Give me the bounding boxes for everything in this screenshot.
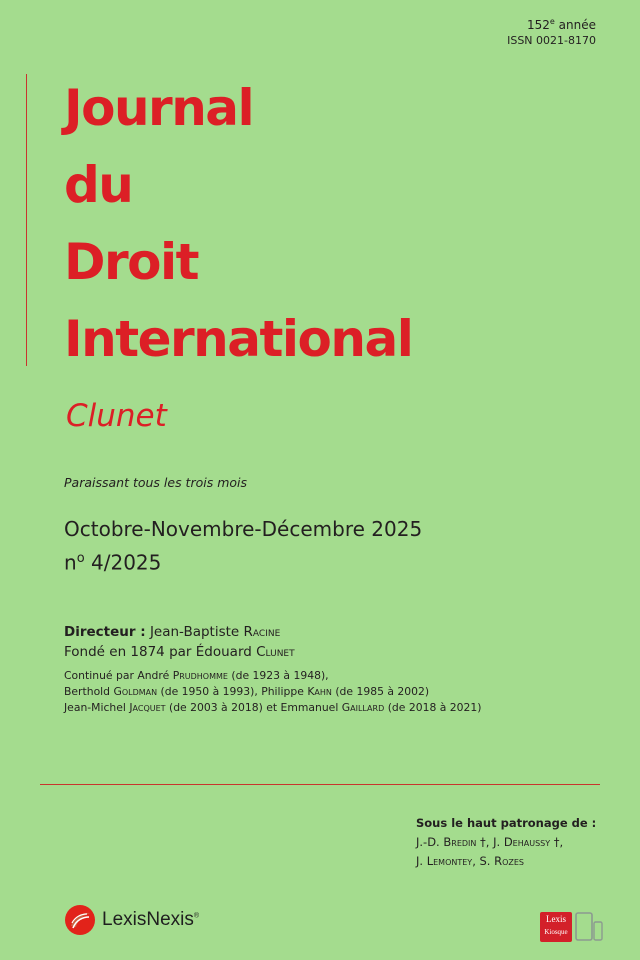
title-line-2: du bbox=[64, 156, 133, 214]
former-directors bbox=[64, 668, 482, 716]
publisher-name: LexisNexis® bbox=[102, 909, 200, 930]
tablet-phone-icon bbox=[574, 910, 604, 942]
journal-subtitle: Clunet bbox=[66, 398, 167, 434]
vertical-rule bbox=[26, 74, 27, 366]
former-director-line: Continué par André Prudhomme (de 1923 à 1948), bbox=[64, 669, 329, 682]
director-line: Directeur : Jean-Baptiste Racine bbox=[64, 624, 281, 640]
patronage-line: J.-D. Bredin †, J. Dehaussy †, bbox=[416, 835, 564, 849]
issn: ISSN 0021-8170 bbox=[507, 34, 596, 47]
kiosque-logo: Lexis Kiosque bbox=[540, 912, 572, 942]
periodicity: Paraissant tous les trois mois bbox=[64, 475, 248, 490]
direction-block bbox=[64, 622, 295, 662]
former-director-line: Jean-Michel Jacquet (de 2003 à 2018) et Emmanuel Gaillard (de 2018 à 2021) bbox=[64, 701, 482, 714]
title-line-1: Journal bbox=[64, 79, 254, 137]
founded-line: Fondé en 1874 par Édouard Clunet bbox=[64, 644, 295, 660]
publisher-logo bbox=[64, 904, 199, 936]
journal-title bbox=[64, 70, 412, 378]
issue-period: Octobre-Novembre-Décembre 2025 bbox=[64, 517, 423, 541]
title-line-3: Droit bbox=[64, 233, 199, 291]
founder-name: Clunet bbox=[256, 644, 295, 660]
edition-year: 152e année bbox=[527, 17, 596, 32]
edition-suffix: e bbox=[549, 17, 555, 26]
former-director-line: Berthold Goldman (de 1950 à 1993), Philippe Kahn (de 1985 à 2002) bbox=[64, 685, 430, 698]
director-label: Directeur : bbox=[64, 624, 146, 640]
title-line-4: International bbox=[64, 310, 413, 368]
lexis-kiosque-badge bbox=[540, 910, 604, 942]
patronage-line: J. Lemontey, S. Rozes bbox=[416, 854, 525, 868]
issue-info bbox=[64, 514, 422, 578]
horizontal-rule bbox=[40, 784, 600, 785]
lexisnexis-logo-icon bbox=[64, 904, 96, 936]
director-name: Racine bbox=[243, 624, 281, 640]
edition-info bbox=[507, 14, 596, 49]
patronage-block bbox=[416, 814, 596, 871]
patronage-heading: Sous le haut patronage de : bbox=[416, 816, 597, 830]
issue-number: $n^o$ 4/2025 bbox=[64, 550, 162, 575]
